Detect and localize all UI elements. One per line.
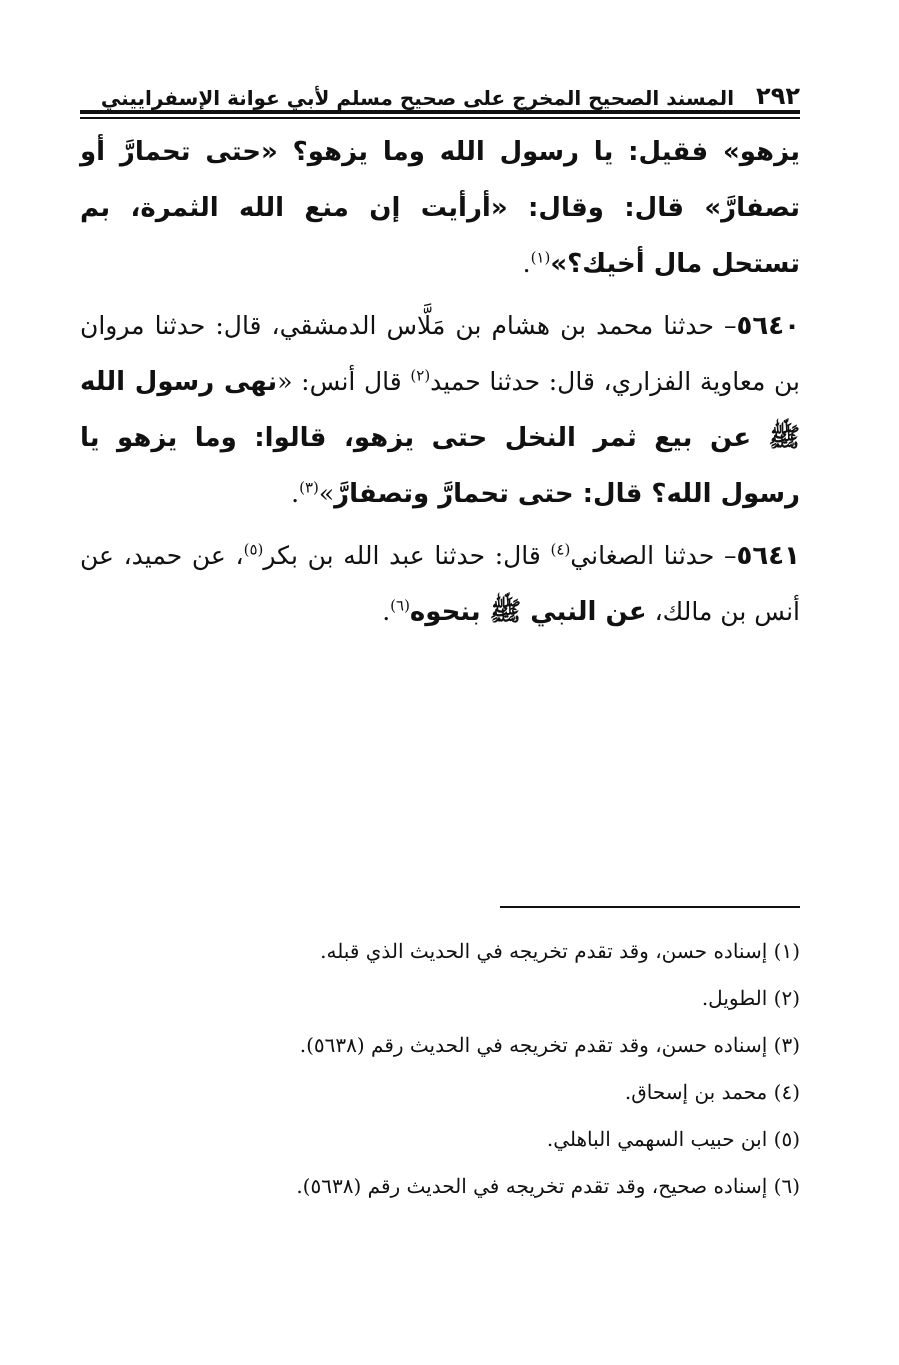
matn-text: عن النبي ﷺ بنحوه xyxy=(409,597,647,627)
period: . xyxy=(522,249,531,278)
isnad-text-3: ، عن حميد، عن أنس بن مالك، xyxy=(80,541,800,626)
paragraph-continuation xyxy=(80,124,800,292)
hadith-5640 xyxy=(80,298,800,522)
period: . xyxy=(291,479,300,508)
main-text xyxy=(80,124,800,640)
footnote-ref-4: (٤) xyxy=(550,540,571,559)
footnote-item: (٦) إسناده صحيح، وقد تقدم تخريجه في الحديث رقم (٥٦٣٨). xyxy=(296,1174,800,1198)
page-header xyxy=(80,70,800,110)
isnad-text-2: قال أنس: « xyxy=(277,367,411,396)
footnote-ref-3: (٣) xyxy=(299,478,319,497)
footnote-item: (١) إسناده حسن، وقد تقدم تخريجه في الحديث الذي قبله. xyxy=(320,939,800,963)
page-number: ٢٩٢ xyxy=(756,82,800,110)
isnad-text: – حدثنا الصغاني xyxy=(570,541,737,570)
footnote-ref-2: (٢) xyxy=(410,366,431,385)
footnote-ref-5: (٥) xyxy=(243,540,264,559)
period: . xyxy=(382,597,391,626)
footnote-ref-6: (٦) xyxy=(390,596,410,615)
matn-text: نهى رسول الله ﷺ عن بيع ثمر النخل حتى يزهو، قالوا: وما يزهو يا رسول الله؟ قال: حتى تحمارَّ وتصفارَّ xyxy=(80,367,800,509)
isnad-text: – حدثنا محمد بن هشام بن مَلَّاس الدمشقي، قال: حدثنا مروان بن معاوية الفزاري، قال: حدثنا حميد xyxy=(80,311,800,396)
running-title: المسند الصحيح المخرج على صحيح مسلم لأبي عوانة الإسفراييني xyxy=(100,86,735,110)
footnote-separator xyxy=(500,906,800,908)
footnote-ref-1: (١) xyxy=(530,248,551,267)
header-rule-thin xyxy=(80,117,800,119)
continuation-text: يزهو» فقيل: يا رسول الله وما يزهو؟ «حتى تحمارَّ أو تصفارَّ» قال: وقال: «أرأيت إن منع الله الثمرة، بم تستحل مال أخيك؟» xyxy=(80,137,800,279)
close-quote: » xyxy=(318,479,335,508)
isnad-text-2: قال: حدثنا عبد الله بن بكر xyxy=(263,541,551,570)
hadith-number: ٥٦٤٠ xyxy=(736,311,800,341)
footnote-item: (٥) ابن حبيب السهمي الباهلي. xyxy=(546,1127,800,1151)
hadith-number: ٥٦٤١ xyxy=(736,541,801,571)
footnotes xyxy=(80,928,800,1210)
header-rule-thick xyxy=(80,110,800,114)
footnote-item: (٣) إسناده حسن، وقد تقدم تخريجه في الحديث رقم (٥٦٣٨). xyxy=(299,1033,800,1057)
footnote-item: (٢) الطويل. xyxy=(701,986,800,1010)
hadith-5641 xyxy=(80,528,800,640)
footnote-item: (٤) محمد بن إسحاق. xyxy=(624,1080,800,1104)
